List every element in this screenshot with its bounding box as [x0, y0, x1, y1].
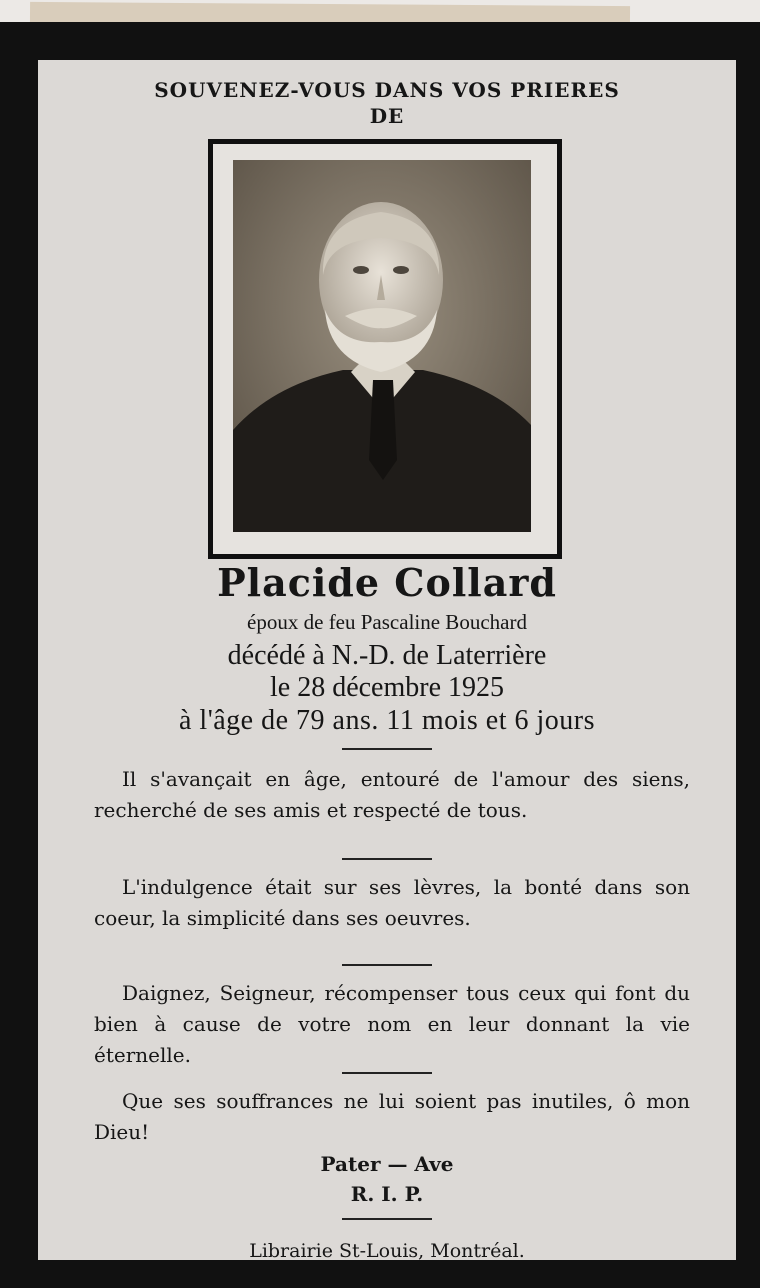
death-date-line: le 28 décembre 1925 — [269, 672, 505, 703]
paragraph-2: L'indulgence était sur ses lèvres, la bonté dans son coeur, la simplicité dans ses oeuvres. — [94, 875, 690, 930]
divider — [342, 1072, 432, 1074]
spouse-line: époux de feu Pascaline Bouchard — [247, 610, 527, 634]
divider — [342, 964, 432, 966]
card-panel — [38, 60, 736, 1260]
memorial-card — [0, 22, 760, 1288]
paragraph-3: Daignez, Seigneur, récompenser tous ceux qui font du bien à cause de votre nom en leur donnant la vie éternelle. — [94, 981, 690, 1067]
portrait-frame — [208, 139, 562, 559]
divider — [342, 858, 432, 860]
paragraph-1: Il s'avançait en âge, entouré de l'amour des siens, recherché de ses amis et respecté de tous. — [94, 767, 690, 822]
header-line-2: DE — [369, 104, 405, 128]
rip-line: R. I. P. — [350, 1182, 424, 1206]
death-place-line: décédé à N.-D. de Laterrière — [227, 640, 547, 671]
portrait-photo-icon — [233, 160, 531, 532]
divider — [342, 748, 432, 750]
age-line: à l'âge de 79 ans. 11 mois et 6 jours — [179, 705, 595, 736]
paragraph-4: Que ses souffrances ne lui soient pas inutiles, ô mon Dieu! — [94, 1089, 690, 1144]
header-line-1: SOUVENEZ-VOUS DANS VOS PRIERES — [154, 78, 620, 102]
divider — [342, 1218, 432, 1220]
deceased-name: Placide Collard — [217, 560, 557, 605]
pater-ave: Pater — Ave — [320, 1152, 454, 1176]
publisher-footer: Librairie St-Louis, Montréal. — [249, 1240, 525, 1262]
